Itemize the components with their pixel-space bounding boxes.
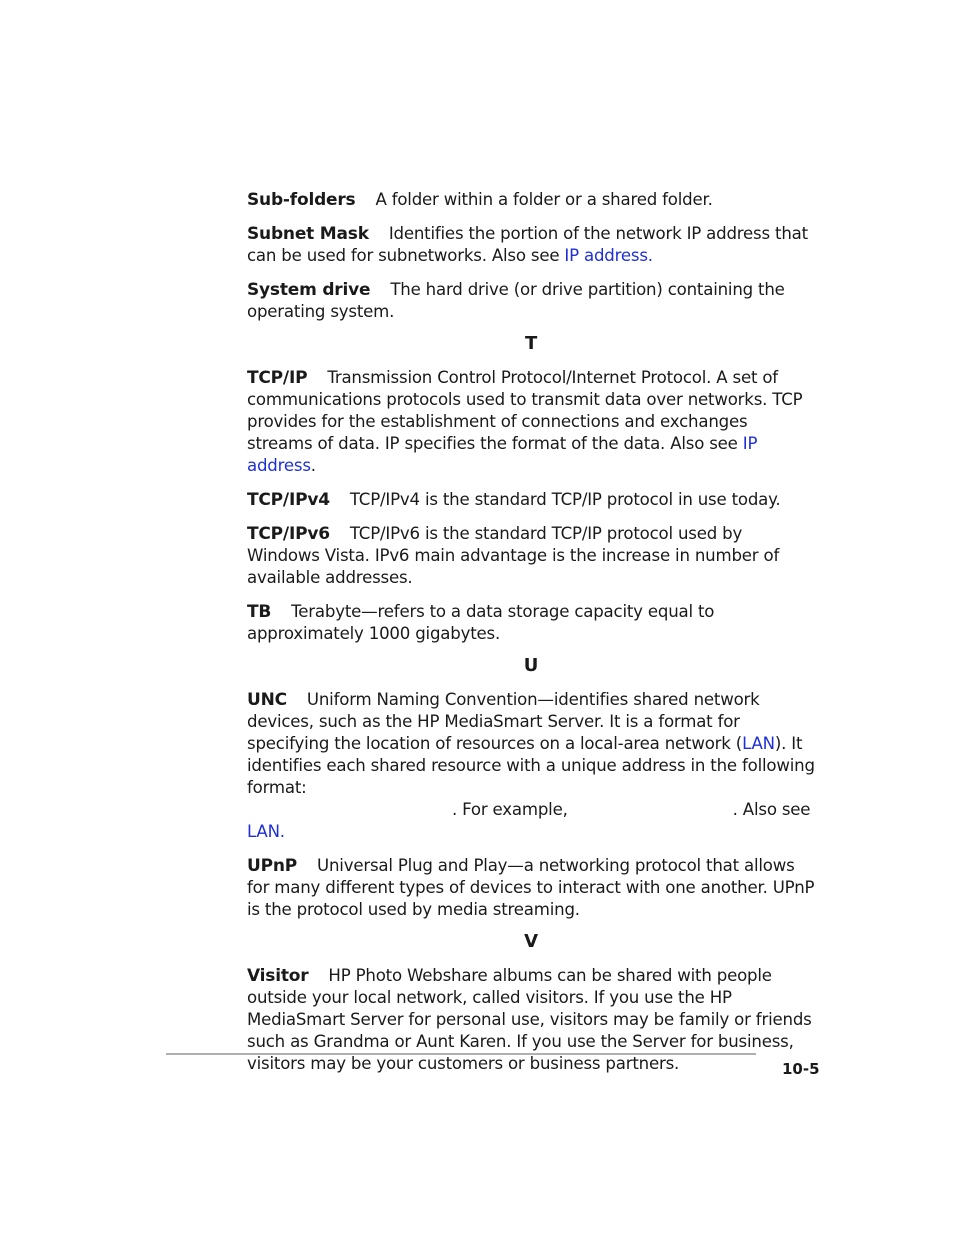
entry-upnp	[247, 855, 815, 921]
term-tb: TB	[247, 602, 272, 622]
unc-also-see: . Also see	[732, 800, 811, 819]
link-lan[interactable]: LAN	[742, 734, 775, 753]
footer-rule	[166, 1053, 756, 1055]
definition-tcp-ip: Transmission Control Protocol/Internet Protocol. A set of communications protocols used to transmit data over networks. TCP provides for the establishment of connections and exchanges streams of data. IP specifies the format of the data. Also see	[247, 368, 803, 453]
section-heading-v: V	[524, 931, 538, 952]
definition-upnp: Universal Plug and Play—a networking protocol that allows for many different types of devices to interact with one another. UPnP is the protocol used by media streaming.	[247, 856, 815, 919]
definition-sub-folders: A folder within a folder or a shared folder.	[375, 190, 713, 209]
term-sub-folders: Sub-folders	[247, 190, 356, 210]
definition-unc: Uniform Naming Convention—identifies shared network devices, such as the HP MediaSmart Server. It is a format for specifying the location of resources on a local-area network (	[247, 690, 760, 753]
definition-tb: Terabyte—refers to a data storage capacity equal to approximately 1000 gigabytes.	[247, 602, 715, 643]
link-ip-address[interactable]: IP address	[247, 434, 758, 475]
entry-tcp-ipv4	[247, 489, 815, 511]
term-unc: UNC	[247, 690, 287, 710]
definition-system-drive: The hard drive (or drive partition) containing the operating system.	[247, 280, 785, 321]
term-visitor: Visitor	[247, 966, 309, 986]
entry-sub-folders	[247, 189, 815, 211]
entry-tb	[247, 601, 815, 645]
link-lan-also-see[interactable]: LAN.	[247, 822, 285, 841]
entry-tcp-ip	[247, 367, 815, 477]
term-tcp-ip: TCP/IP	[247, 368, 308, 388]
definition-tcp-ip-end: .	[310, 456, 316, 475]
term-system-drive: System drive	[247, 280, 371, 300]
entry-visitor	[247, 965, 815, 1075]
unc-example-label: . For example,	[452, 800, 568, 819]
page-number: 10-5	[782, 1060, 820, 1078]
entry-system-drive	[247, 279, 815, 323]
term-tcp-ipv4: TCP/IPv4	[247, 490, 330, 510]
glossary-content	[247, 189, 815, 1087]
entry-tcp-ipv6	[247, 523, 815, 589]
term-tcp-ipv6: TCP/IPv6	[247, 524, 330, 544]
entry-subnet-mask	[247, 223, 815, 267]
definition-visitor: HP Photo Webshare albums can be shared with people outside your local network, called visitors. If you use the HP MediaSmart Server for personal use, visitors may be family or friends such as Grandma or Aunt Karen. If you use the Server for business, visitors may be your customers or business partners.	[247, 966, 812, 1073]
term-upnp: UPnP	[247, 856, 298, 876]
term-subnet-mask: Subnet Mask	[247, 224, 369, 244]
section-heading-u: U	[523, 655, 539, 676]
section-heading-t: T	[524, 333, 538, 354]
definition-unc-cont: ). It identifies each shared resource with a unique address in the following format:	[247, 734, 815, 797]
definition-subnet-mask: Identifies the portion of the network IP address that can be used for subnetworks. Also see	[247, 224, 808, 265]
entry-unc	[247, 689, 815, 843]
definition-tcp-ipv4: TCP/IPv4 is the standard TCP/IP protocol in use today.	[349, 490, 781, 509]
unc-format-line	[247, 799, 815, 821]
definition-tcp-ipv6: TCP/IPv6 is the standard TCP/IP protocol used by Windows Vista. IPv6 main advantage is the increase in number of available addresses.	[247, 524, 780, 587]
link-ip-address[interactable]: IP address.	[564, 246, 653, 265]
